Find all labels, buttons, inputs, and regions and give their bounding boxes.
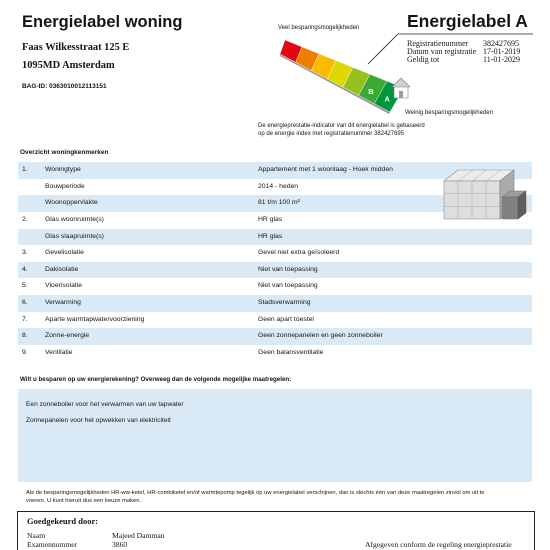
bag-id: BAG-ID: 0363010012113151 — [22, 83, 107, 90]
table-row — [18, 345, 532, 362]
basis-note-line: De energieprestatie-indicator van dit energielabel is gebaseerd — [258, 123, 425, 129]
row-number: 2. — [22, 215, 28, 223]
row-label: Zonne-energie — [45, 332, 90, 340]
energy-scale-letter: B — [368, 86, 374, 96]
row-label: Woningtype — [45, 166, 81, 173]
valid-until-row — [407, 56, 533, 64]
registration-value: 11-01-2029 — [483, 55, 521, 64]
address-street: Faas Wilkesstraat 125 E — [22, 42, 130, 53]
row-label: Ventilatie — [45, 349, 73, 357]
measure-item: Zonnepanelen voor het opwekken van elektriciteit — [26, 417, 171, 424]
conformity-statement: Afgegeven conform de regeling energieprestatie — [365, 540, 512, 549]
row-value: Geen zonnepanelen en geen zonneboiler — [258, 332, 383, 340]
row-value: Gevel niet extra geïsoleerd — [258, 249, 340, 257]
registration-label: Registratienummer — [407, 39, 469, 48]
row-number: 5. — [22, 282, 28, 290]
row-number: 3. — [22, 249, 28, 257]
name-value: Majeed Damman — [112, 531, 165, 540]
row-value: Appartement met 1 woonlaag - Hoek midden — [258, 166, 393, 173]
table-row — [18, 312, 532, 329]
row-number: 9. — [22, 349, 28, 357]
table-row — [18, 229, 532, 246]
scale-bottom-caption: Weinig besparingsmogelijkheden — [405, 110, 493, 116]
row-value: 2014 - heden — [258, 182, 299, 190]
basis-note-line: op de energie index met registratienummer 382427695 — [258, 131, 405, 137]
row-label: Verwarming — [45, 299, 81, 307]
overview-heading: Overzicht woningkenmerken — [20, 149, 109, 156]
row-number: 6. — [22, 299, 28, 307]
energy-scale-letter: A — [384, 94, 390, 104]
energy-label-class: Energielabel A — [407, 11, 528, 31]
table-row — [18, 245, 532, 262]
table-row — [18, 262, 532, 279]
approval-heading: Goedgekeurd door: — [27, 516, 99, 526]
registration-label: Datum van registratie — [407, 47, 477, 56]
row-number: 4. — [22, 265, 28, 273]
row-label: Bouwperiode — [45, 182, 85, 190]
row-number: 8. — [22, 332, 28, 340]
row-label: Glas woonruimte(s) — [45, 215, 104, 223]
measure-item: Een zonneboiler voor het verwarmen van uw tapwater — [26, 401, 184, 408]
table-row — [18, 295, 532, 312]
scale-top-caption: Veel besparingsmogelijkheden — [278, 25, 360, 31]
footnote-line: voeren. U kunt hieruit dus een keuze maken. — [26, 498, 142, 504]
table-row — [18, 278, 532, 295]
registration-value: 17-01-2019 — [483, 47, 521, 56]
house-icon — [392, 78, 410, 98]
table-row — [18, 328, 532, 345]
exam-number-value: 3860 — [112, 540, 128, 549]
row-number: 7. — [22, 315, 28, 323]
measures-heading: Wilt u besparen op uw energierekening? Overweeg dan de volgende mogelijke maatregelen: — [20, 376, 292, 383]
row-label: Dakisolatie — [45, 265, 79, 273]
row-label: Gevelisolatie — [45, 249, 84, 257]
row-value: Stadsverwarming — [258, 299, 311, 307]
row-value: Niet van toepassing — [258, 282, 318, 290]
row-label: Woonoppervlakte — [45, 199, 98, 207]
document-title: Energielabel woning — [22, 13, 183, 31]
row-label: Vloerisolatie — [45, 282, 83, 290]
row-number: 1. — [22, 166, 28, 173]
building-illustration — [442, 167, 528, 221]
name-label: Naam — [27, 531, 46, 540]
row-value: HR glas — [258, 232, 283, 240]
registration-value: 382427695 — [483, 39, 519, 48]
address-city: 1095MD Amsterdam — [22, 60, 115, 71]
registration-label: Geldig tot — [407, 55, 440, 64]
row-value: Geen apart toestel — [258, 315, 314, 323]
row-value: Geen balansventilatie — [258, 349, 324, 357]
row-value: HR glas — [258, 215, 283, 223]
exam-number-label: Examennummer — [27, 540, 78, 549]
row-label: Aparte warmtapwatervoorziening — [45, 315, 145, 323]
row-label: Glas slaapruimte(s) — [45, 232, 104, 240]
footnote-line: Als de besparingsmogelijkheden HR-ww-ketel, HR-combiketel en/of warmtepomp tegelijk op uw energielabel verschijnen, dan is slechts één van deze maatregelen zinvol om uit te — [26, 490, 485, 496]
row-value: 81 t/m 100 m² — [258, 199, 300, 207]
row-value: Niet van toepassing — [258, 265, 318, 273]
